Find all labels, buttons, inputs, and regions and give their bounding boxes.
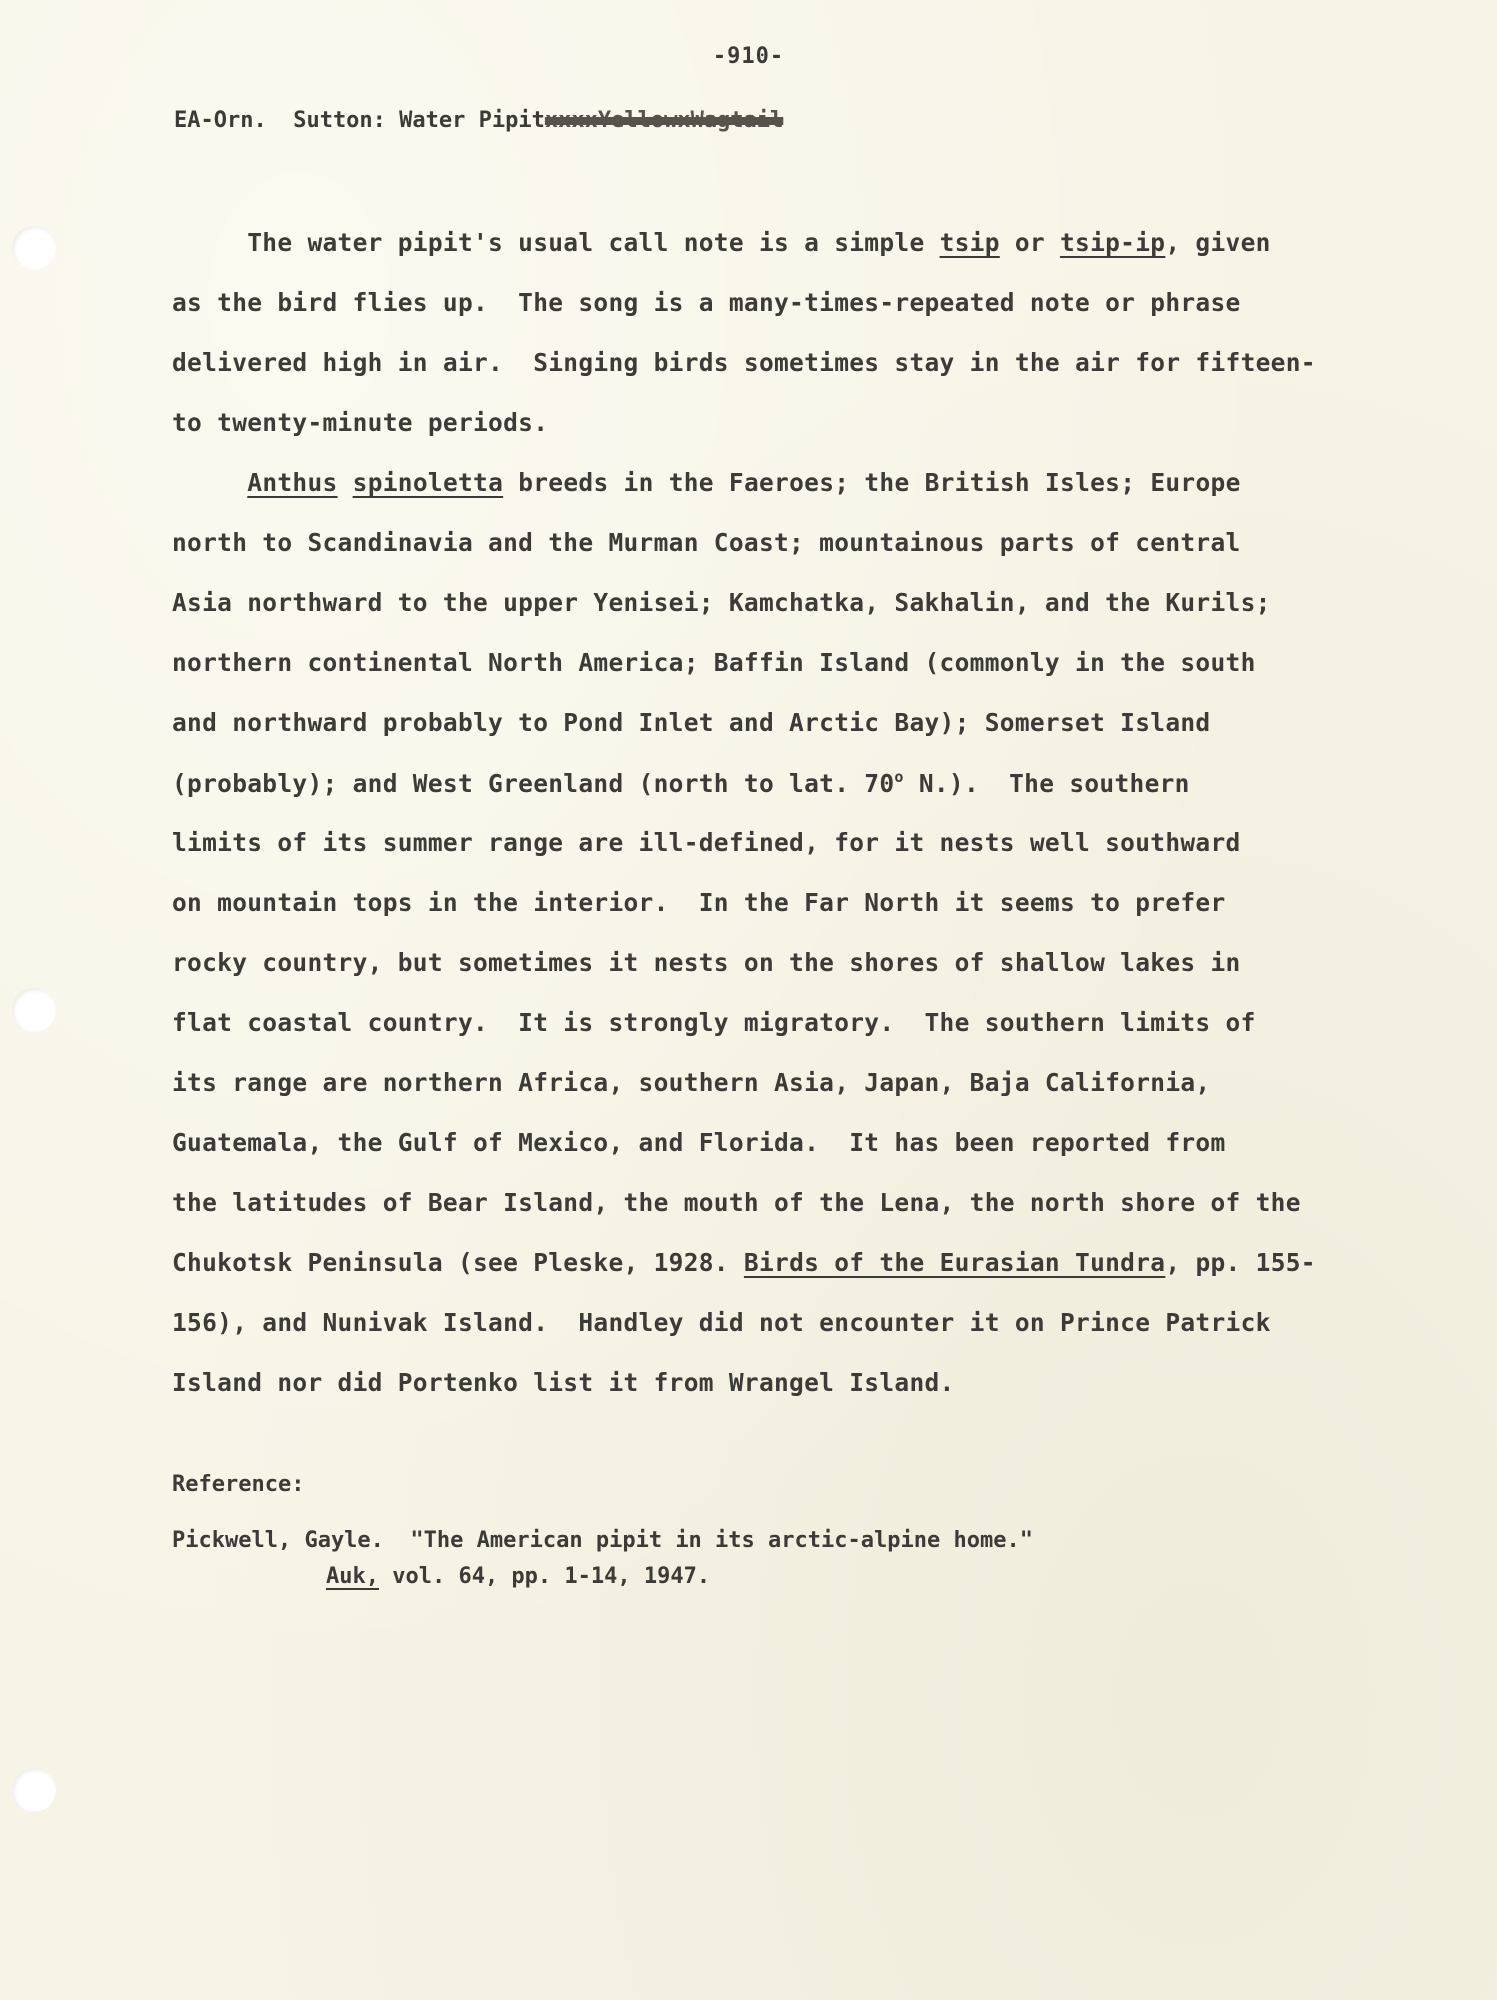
underlined-word: Anthus xyxy=(247,468,338,497)
text-line: Chukotsk Peninsula (see Pleske, 1928. Birds of the Eurasian Tundra, pp. 155- xyxy=(172,1248,1316,1277)
struck-out-text: xxxxYellowxWagtail xyxy=(544,108,784,133)
text-line: Anthus spinoletta breeds in the Faeroes; the British Isles; Europe xyxy=(247,468,1241,497)
text-line: on mountain tops in the interior. In the Far North it seems to prefer xyxy=(172,888,1226,917)
text-line: delivered high in air. Singing birds sometimes stay in the air for fifteen- xyxy=(172,348,1316,377)
underlined-word: tsip-ip xyxy=(1059,228,1166,257)
text-line: flat coastal country. It is strongly migratory. The southern limits of xyxy=(172,1008,1256,1037)
text-line: the latitudes of Bear Island, the mouth of the Lena, the north shore of the xyxy=(172,1188,1301,1217)
page-header xyxy=(174,108,783,133)
degree-superscript: o xyxy=(894,768,904,786)
reference-line: Pickwell, Gayle. "The American pipit in its arctic-alpine home." xyxy=(172,1528,1033,1553)
text-line: and northward probably to Pond Inlet and Arctic Bay); Somerset Island xyxy=(172,708,1211,737)
text-line: to twenty-minute periods. xyxy=(172,408,549,437)
journal-name: Auk, xyxy=(326,1564,379,1589)
punch-hole xyxy=(12,226,56,270)
text-line: The water pipit's usual call note is a simple tsip or tsip-ip, given xyxy=(172,228,1271,257)
text-line: rocky country, but sometimes it nests on the shores of shallow lakes in xyxy=(172,948,1241,977)
text-line: northern continental North America; Baffin Island (commonly in the south xyxy=(172,648,1256,677)
text-line: Island nor did Portenko list it from Wrangel Island. xyxy=(172,1368,955,1397)
punch-hole xyxy=(12,1768,56,1812)
text-line: limits of its summer range are ill-defined, for it nests well southward xyxy=(172,828,1241,857)
text-line: as the bird flies up. The song is a many-times-repeated note or phrase xyxy=(172,288,1241,317)
header-text: EA-Orn. Sutton: Water Pipit xyxy=(174,108,545,133)
punch-hole xyxy=(12,988,56,1032)
underlined-word: tsip xyxy=(939,228,1000,257)
text-line: (probably); and West Greenland (north to lat. 70$^o$ N.). The southern xyxy=(172,768,1190,798)
underlined-word: spinoletta xyxy=(352,468,504,497)
page-number: -910- xyxy=(712,44,785,69)
reference-line: Auk, vol. 64, pp. 1-14, 1947. xyxy=(326,1564,711,1589)
text-line: north to Scandinavia and the Murman Coast; mountainous parts of central xyxy=(172,528,1241,557)
text-line: Guatemala, the Gulf of Mexico, and Florida. It has been reported from xyxy=(172,1128,1226,1157)
text-line: Asia northward to the upper Yenisei; Kamchatka, Sakhalin, and the Kurils; xyxy=(172,588,1271,617)
underlined-title: Birds of the Eurasian Tundra xyxy=(743,1248,1166,1277)
text-line: its range are northern Africa, southern Asia, Japan, Baja California, xyxy=(172,1068,1211,1097)
reference-label: Reference: xyxy=(172,1472,305,1497)
text-line: 156), and Nunivak Island. Handley did not encounter it on Prince Patrick xyxy=(172,1308,1271,1337)
